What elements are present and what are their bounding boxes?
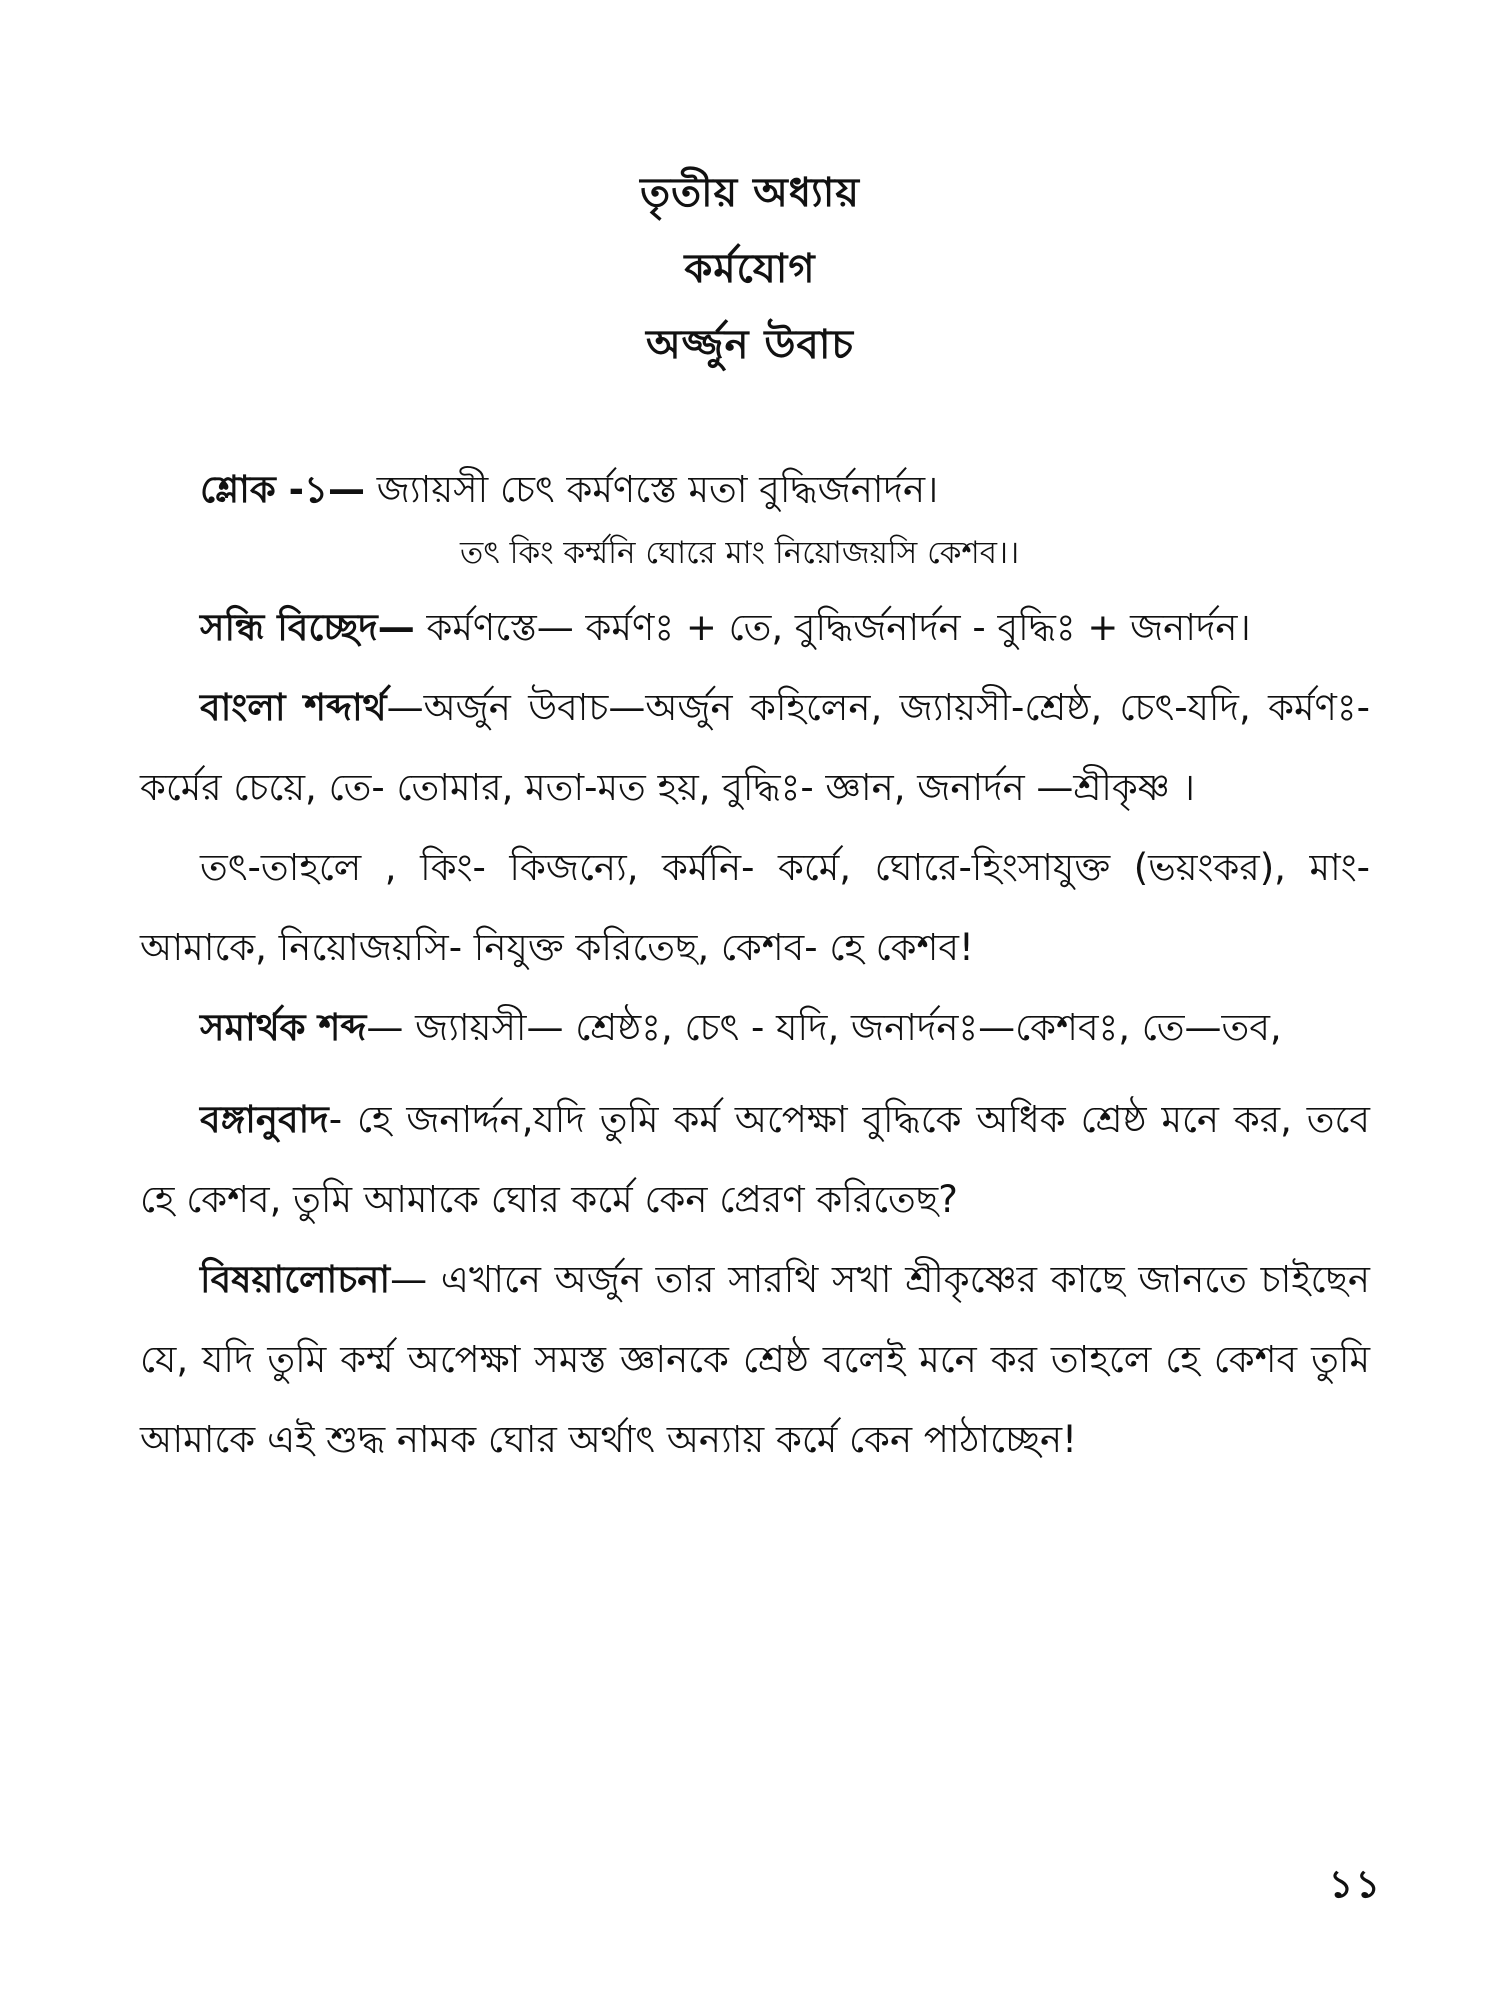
anubad-text: - হে জনার্দ্দন,যদি তুমি কর্ম অপেক্ষা বুদ্ধিকে অধিক শ্রেষ্ঠ মনে কর, তবে হে কেশব, তুমি আমাকে ঘোর কর্মে কেন প্রেরণ করিতেছ? — [140, 1098, 1370, 1221]
page-number: ১১ — [1328, 1862, 1382, 1906]
speaker-heading: অর্জ্জুন উবাচ — [645, 322, 855, 368]
anubad-label: বঙ্গানুবাদ — [200, 1098, 329, 1141]
chapter-number: তৃতীয় অধ্যায় — [640, 170, 860, 216]
anubad-paragraph — [140, 1080, 1370, 1240]
chapter-title: কর্মযোগ — [684, 246, 816, 292]
chapter-headings — [0, 155, 1500, 383]
shloka-text-1: জ্যায়সী চেৎ কর্মণস্তে মতা বুদ্ধির্জনার্দন। — [376, 468, 939, 511]
shabdartha-label: বাংলা শব্দার্থ — [200, 686, 387, 729]
alochana-label: বিষয়ালোচনা — [200, 1258, 391, 1301]
sandhi-text: কর্মণস্তে— কর্মণঃ + তে, বুদ্ধির্জনার্দন - বুদ্ধিঃ + জনার্দন। — [414, 606, 1251, 649]
alochana-text: — এখানে অর্জুন তার সারথি সখা শ্রীকৃষ্ণের কাছে জানতে চাইছেন যে, যদি তুমি কর্ম্ম অপেক্ষা সমস্ত জ্ঞানকে শ্রেষ্ঠ বলেই মনে কর তাহলে হে কেশব তুমি আমাকে এই শুদ্ধ নামক ঘোর অর্থাৎ অন্যায় কর্মে কেন পাঠাচ্ছেন! — [140, 1258, 1370, 1461]
shabdartha-text-1: —অর্জুন উবাচ—অর্জুন কহিলেন, জ্যায়সী-শ্রেষ্ঠ, চেৎ-যদি, কর্মণঃ-কর্মের চেয়ে, তে- তোমার, মতা-মত হয়, বুদ্ধিঃ- জ্ঞান, জনার্দন —শ্রীকৃষ্ণ । — [140, 686, 1371, 809]
shabdartha-paragraph-2: তৎ-তাহলে , কিং- কিজন্যে, কর্মনি- কর্মে, ঘোরে-হিংসাযুক্ত (ভয়ংকর), মাং- আমাকে, নিয়োজয়সি- নিযুক্ত করিতেছ, কেশব- হে কেশব! — [140, 846, 1370, 969]
sandhi-label: সন্ধি বিচ্ছেদ— — [200, 606, 415, 649]
sandhi-paragraph — [140, 588, 1370, 668]
samarthak-paragraph — [140, 988, 1370, 1068]
page-body — [140, 450, 1370, 1480]
shloka-label: শ্লোক -১— — [200, 468, 366, 511]
shabdartha-paragraph — [140, 668, 1370, 828]
alochana-paragraph — [140, 1240, 1370, 1480]
samarthak-text: — জ্যায়সী— শ্রেষ্ঠঃ, চেৎ - যদি, জনার্দনঃ—কেশবঃ, তে—তব, — [366, 1006, 1282, 1049]
samarthak-label: সমার্থক শব্দ — [200, 1006, 367, 1049]
shloka-line-2: তৎ কিং কর্ম্মনি ঘোরে মাং নিয়োজয়সি কেশব।। — [460, 535, 1020, 571]
